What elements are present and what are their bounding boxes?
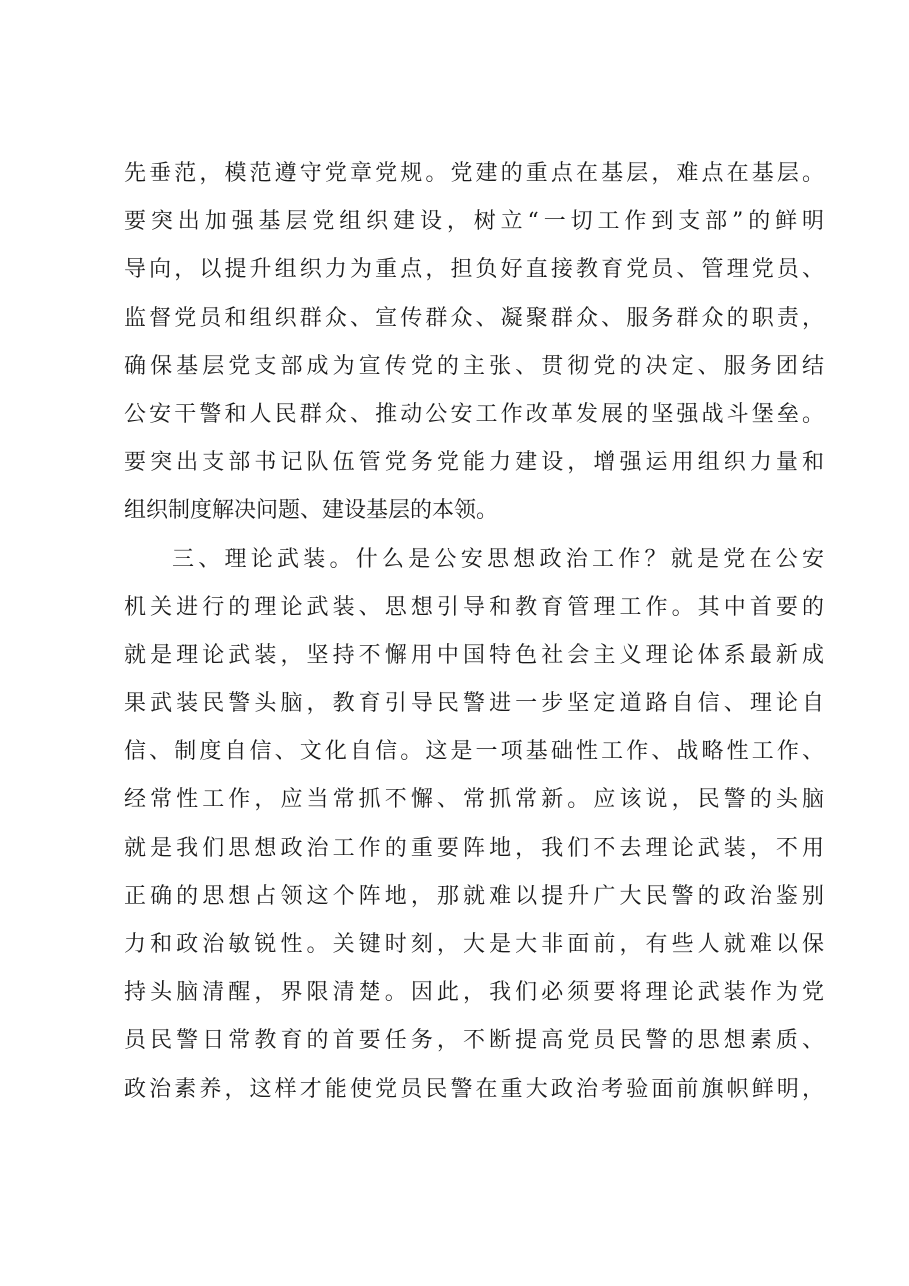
text-line: 持头脑清醒，界限清楚。因此，我们必须要将理论武装作为党 [124, 980, 824, 1006]
text-line: 员民警日常教育的首要任务，不断提高党员民警的思想素质、 [124, 1028, 824, 1054]
text-line: 就是我们思想政治工作的重要阵地，我们不去理论武装，不用 [124, 835, 824, 861]
text-line: 要突出支部书记队伍管党务党能力建设，增强运用组织力量和 [124, 450, 824, 476]
text-line: 公安干警和人民群众、推动公安工作改革发展的坚强战斗堡垒。 [124, 401, 824, 427]
text-line: 先垂范，模范遵守党章党规。党建的重点在基层，难点在基层。 [124, 161, 824, 186]
text-line: 力和政治敏锐性。关键时刻，大是大非面前，有些人就难以保 [124, 932, 824, 957]
text-line: 三、理论武装。什么是公安思想政治工作？就是党在公安 [172, 546, 824, 572]
text-line: 组织制度解决问题、建设基层的本领。 [124, 498, 499, 524]
text-line: 经常性工作，应当常抓不懈、常抓常新。应该说，民警的头脑 [124, 787, 824, 813]
document-body [124, 150, 824, 1114]
text-line: 果武装民警头脑，教育引导民警进一步坚定道路自信、理论自 [124, 691, 824, 717]
text-line: 正确的思想占领这个阵地，那就难以提升广大民警的政治鉴别 [124, 883, 824, 909]
paragraph-theory-arming [124, 536, 824, 1114]
text-line: 政治素养，这样才能使党员民警在重大政治考验面前旗帜鲜明， [124, 1076, 824, 1102]
text-line: 机关进行的理论武装、思想引导和教育管理工作。其中首要的 [124, 594, 824, 620]
text-line: 确保基层党支部成为宣传党的主张、贯彻党的决定、服务团结 [124, 353, 824, 379]
paragraph-party-building [124, 150, 824, 536]
text-line: 就是理论武装，坚持不懈用中国特色社会主义理论体系最新成 [124, 642, 824, 668]
text-line: 信、制度自信、文化自信。这是一项基础性工作、战略性工作、 [124, 739, 824, 765]
text-line: 要突出加强基层党组织建设，树立“一切工作到支部”的鲜明 [124, 209, 824, 235]
text-line: 导向，以提升组织力为重点，担负好直接教育党员、管理党员、 [124, 257, 824, 283]
text-line: 监督党员和组织群众、宣传群众、凝聚群众、服务群众的职责， [124, 305, 824, 331]
